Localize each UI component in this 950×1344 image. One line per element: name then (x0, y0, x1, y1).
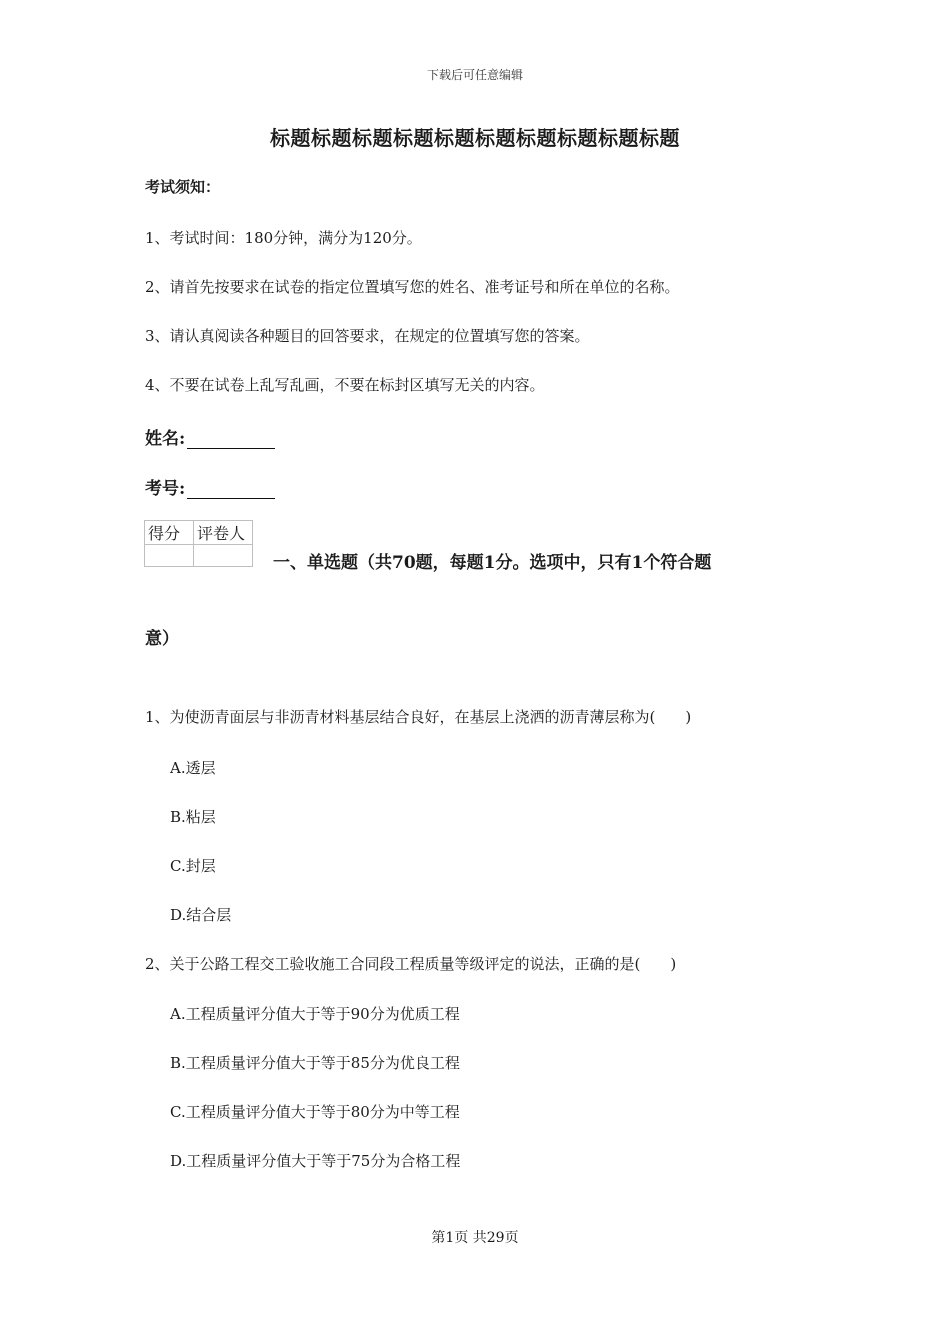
header-note: 下载后可任意编辑 (426, 68, 523, 82)
name-label: 姓名: (145, 429, 186, 449)
question-option[interactable]: B.工程质量评分值大于等于85分为优良工程 (170, 1054, 460, 1072)
name-field[interactable] (145, 424, 275, 449)
question-stem: 1、为使沥青面层与非沥青材料基层结合良好，在基层上浇洒的沥青薄层称为( ) (145, 708, 692, 726)
question-stem: 2、关于公路工程交工验收施工合同段工程质量等级评定的说法，正确的是( ) (145, 955, 677, 973)
grader-header: 评卷人 (194, 521, 253, 545)
page-footer: 第1页 共29页 (431, 1230, 519, 1246)
notice-rule: 1、考试时间：180分钟，满分为120分。 (145, 229, 422, 247)
notice-rule: 3、请认真阅读各种题目的回答要求，在规定的位置填写您的答案。 (145, 327, 590, 345)
notice-title: 考试须知： (145, 178, 221, 196)
score-table-row (145, 545, 253, 567)
score-header: 得分 (145, 521, 194, 545)
section-heading: 一、单选题（共70题，每题1分。选项中，只有1个符合题 (273, 553, 712, 573)
question-option[interactable]: C.工程质量评分值大于等于80分为中等工程 (170, 1103, 460, 1121)
document-title: 标题标题标题标题标题标题标题标题标题标题 (270, 126, 680, 150)
section-heading-continued: 意） (145, 629, 179, 649)
name-blank[interactable] (187, 432, 275, 449)
question-option[interactable]: B.粘层 (170, 808, 216, 826)
question-option[interactable]: A.透层 (170, 759, 216, 777)
score-table (144, 520, 253, 567)
grader-cell[interactable] (194, 545, 253, 567)
exam-id-blank[interactable] (187, 482, 275, 499)
notice-rule: 4、不要在试卷上乱写乱画，不要在标封区填写无关的内容。 (145, 376, 545, 394)
notice-rule: 2、请首先按要求在试卷的指定位置填写您的姓名、准考证号和所在单位的名称。 (145, 278, 680, 296)
score-cell[interactable] (145, 545, 194, 567)
question-option[interactable]: D.工程质量评分值大于等于75分为合格工程 (170, 1152, 461, 1170)
question-option[interactable]: A.工程质量评分值大于等于90分为优质工程 (170, 1005, 460, 1023)
exam-id-field[interactable] (145, 474, 275, 499)
score-table-header (145, 521, 253, 545)
exam-id-label: 考号: (145, 479, 186, 499)
question-option[interactable]: C.封层 (170, 857, 216, 875)
question-option[interactable]: D.结合层 (170, 906, 232, 924)
